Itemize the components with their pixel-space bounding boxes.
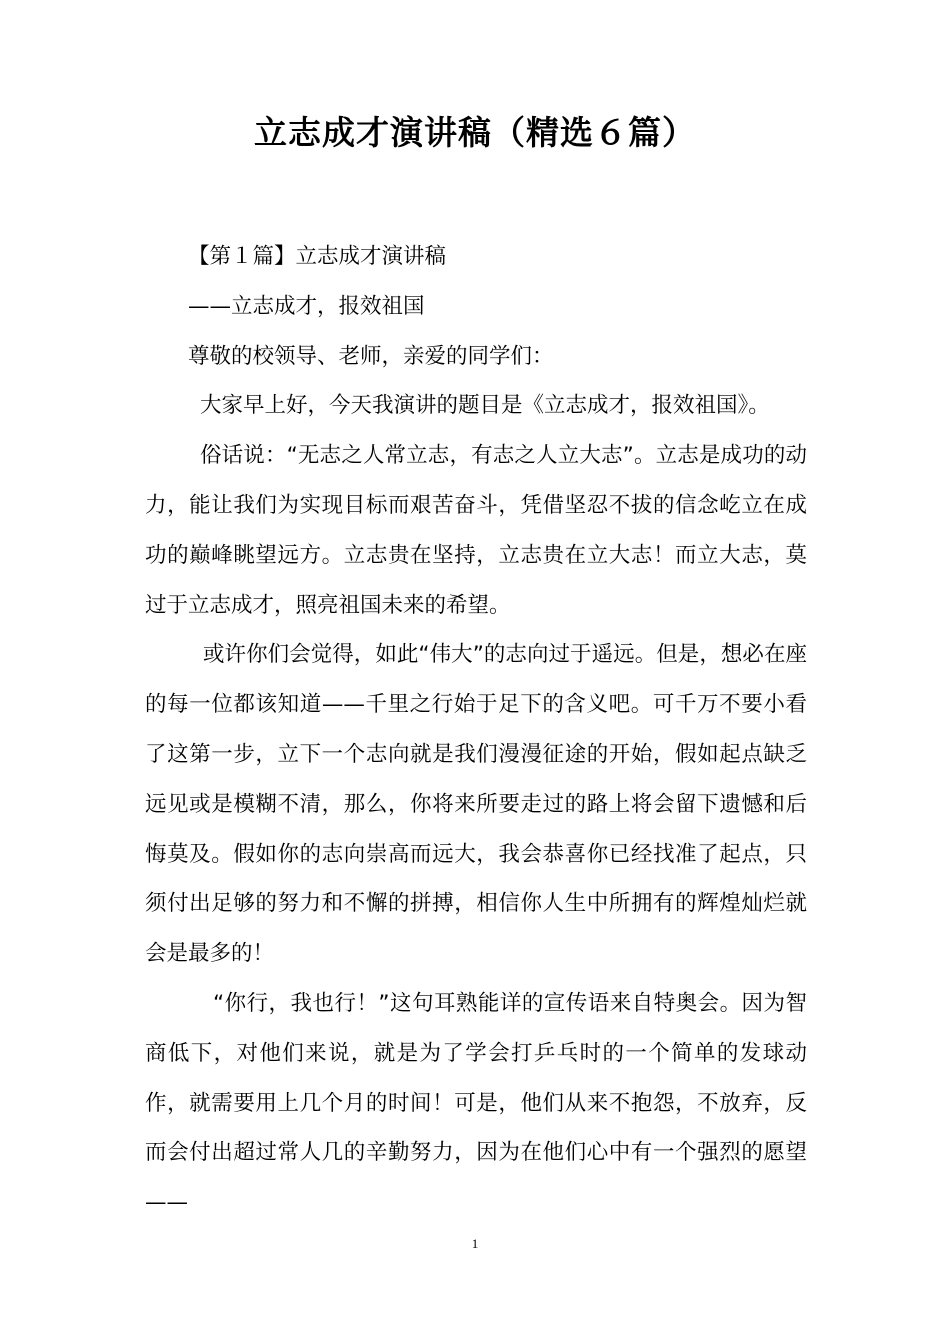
section-heading: 【第１篇】立志成才演讲稿 bbox=[188, 244, 447, 269]
body-paragraph: “你行，我也行！”这句耳熟能详的宣传语来自特奥会。因为智商低下，对他们来说，就是为了学会打乒乓时的一个简单的发球动作，就需要用上几个月的时间！可是，他们从来不抱怨，不放弃，反而会付出超过常人几的辛勤努力，因为在他们心中有一个强烈的愿望—— bbox=[145, 990, 807, 1216]
speech-subtitle: ——立志成才，报效祖国 bbox=[188, 293, 425, 319]
page-number: 1 bbox=[471, 1236, 479, 1251]
salutation: 尊敬的校领导、老师，亲爱的同学们： bbox=[188, 343, 554, 369]
document-title: 立志成才演讲稿（精选６篇） bbox=[254, 113, 696, 152]
document-body bbox=[145, 232, 807, 1228]
body-paragraph: 或许你们会觉得，如此“伟大”的志向过于遥远。但是，想必在座的每一位都该知道——千里之行始于足下的含义吧。可千万不要小看了这第一步，立下一个志向就是我们漫漫征途的开始，假如起点缺乏远见或是模糊不清，那么，你将来所要走过的路上将会留下遗憾和后悔莫及。假如你的志向崇高而远大，我会恭喜你已经找准了起点，只须付出足够的努力和不懈的拼搏，相信你人生中所拥有的辉煌灿烂就会是最多的！ bbox=[145, 642, 807, 967]
body-paragraph: 俗话说：“无志之人常立志，有志之人立大志”。立志是成功的动力，能让我们为实现目标而艰苦奋斗，凭借坚忍不拔的信念屹立在成功的巅峰眺望远方。立志贵在坚持，立志贵在立大志！而立大志，莫过于立志成才，照亮祖国未来的希望。 bbox=[145, 443, 807, 618]
body-paragraph: 大家早上好，今天我演讲的题目是《立志成才，报效祖国》。 bbox=[200, 393, 770, 419]
